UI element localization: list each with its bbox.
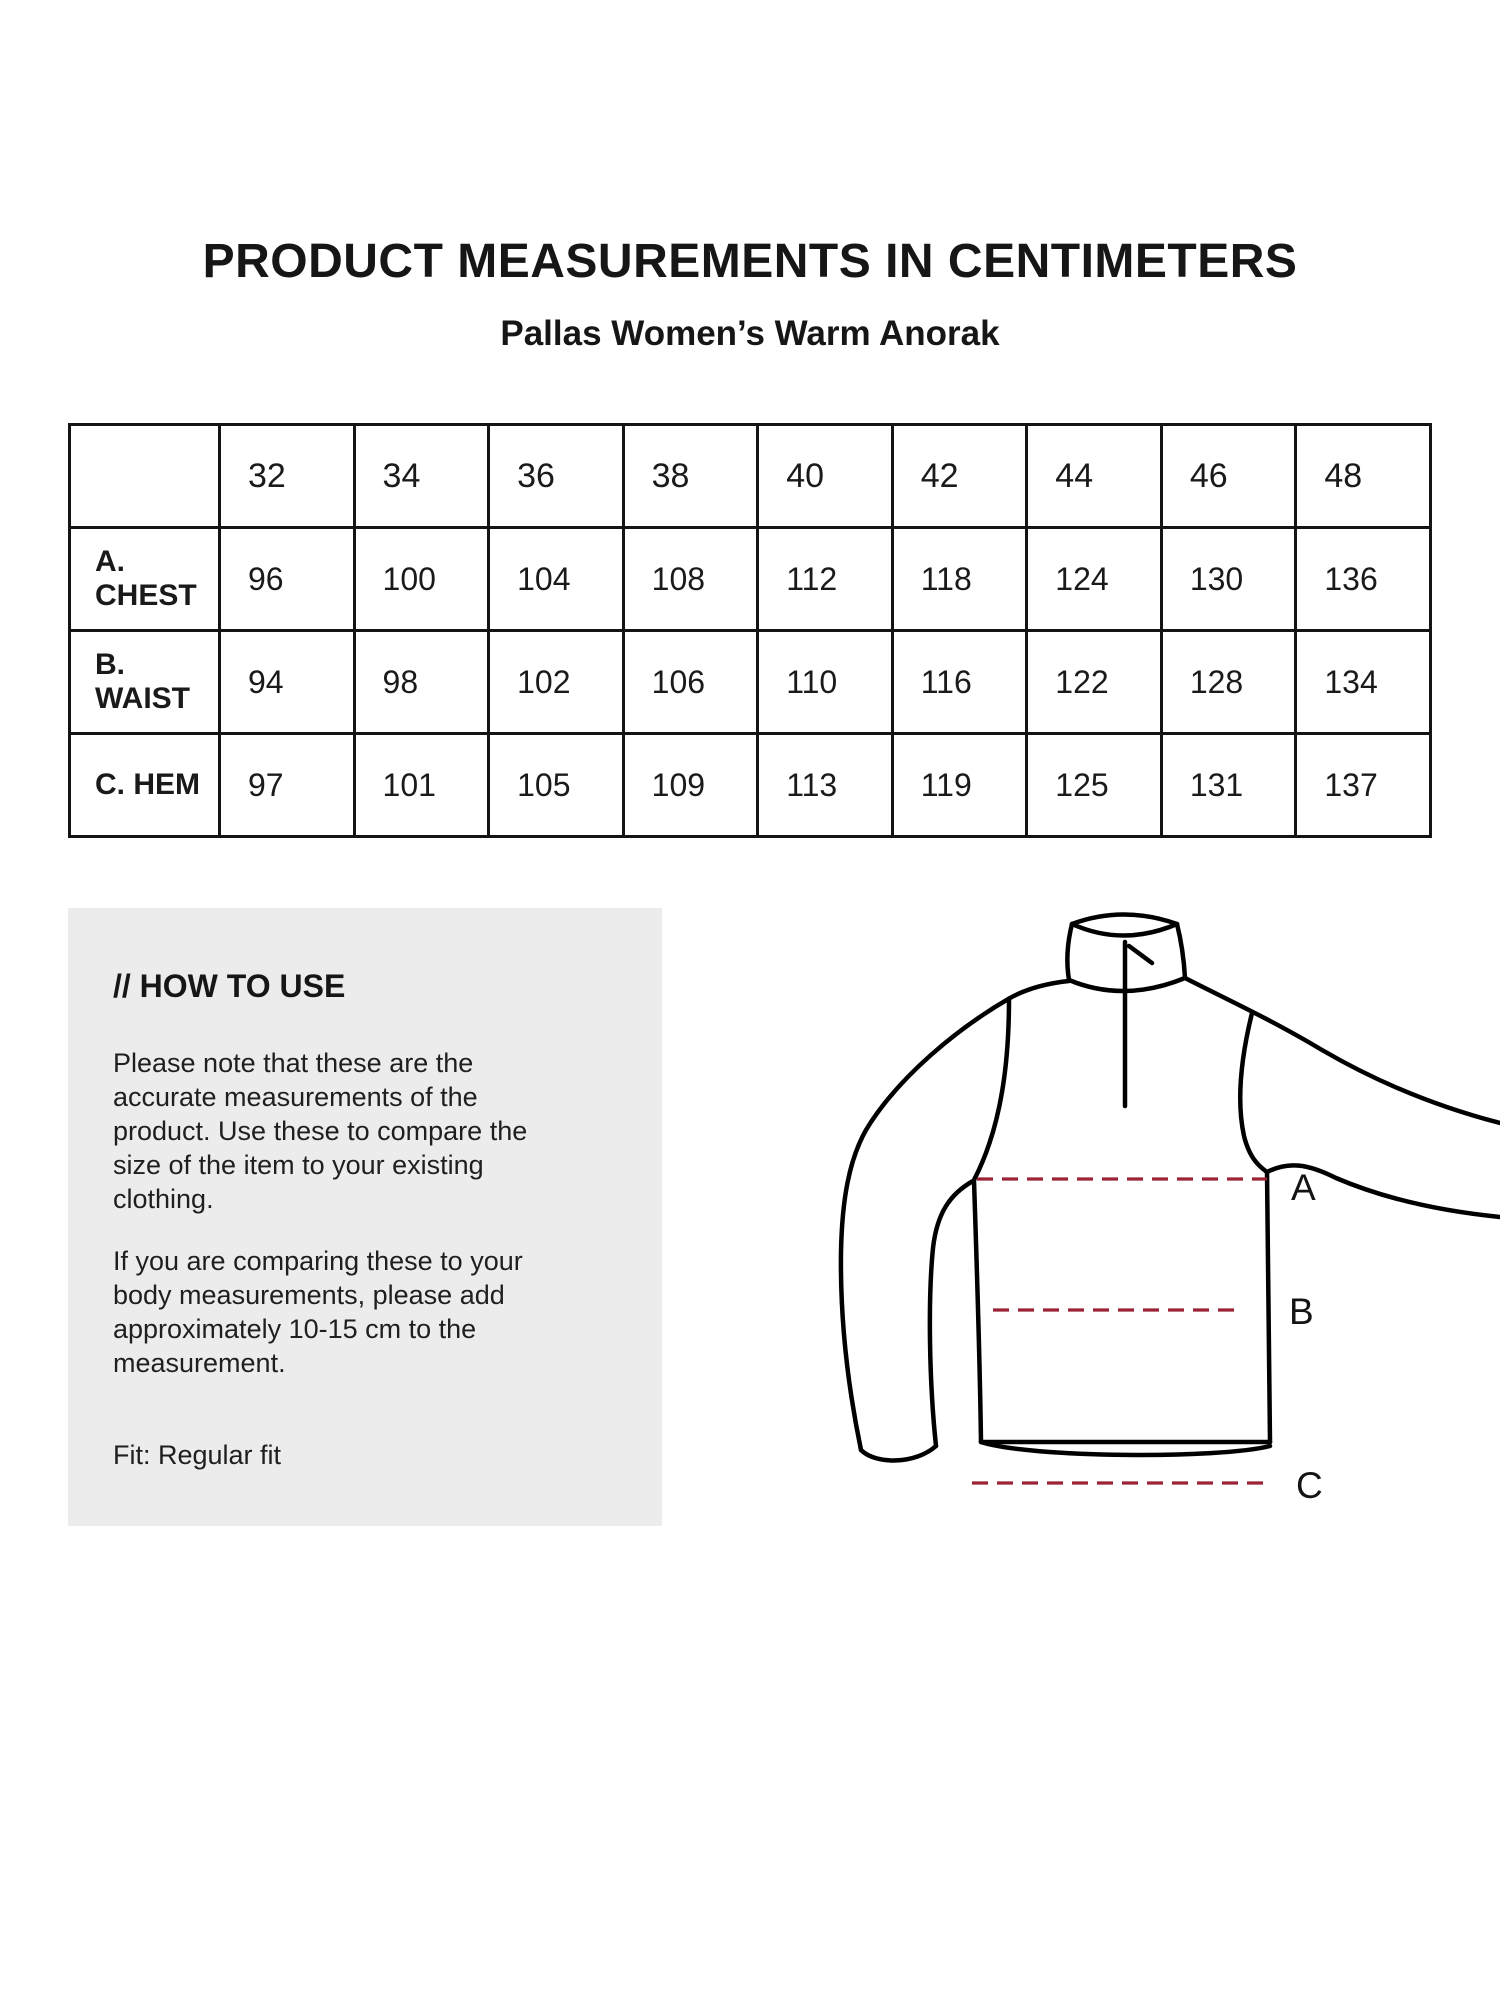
measurement-cell: 108 xyxy=(623,528,758,631)
diagram-label-a: A xyxy=(1291,1167,1316,1208)
left-armhole-seam xyxy=(974,999,1009,1180)
diagram-label-b: B xyxy=(1289,1291,1314,1332)
page-title: PRODUCT MEASUREMENTS IN CENTIMETERS xyxy=(202,235,1298,288)
left-sleeve-inner xyxy=(930,1181,973,1446)
measurement-cell: 104 xyxy=(489,528,624,631)
right-shoulder-sleeve-top xyxy=(1185,978,1500,1123)
collar-left-side xyxy=(1067,924,1072,980)
left-cuff xyxy=(861,1446,936,1460)
measurement-cell: 105 xyxy=(489,734,624,837)
measurement-cell: 113 xyxy=(758,734,893,837)
measurement-cell: 130 xyxy=(1161,528,1296,631)
measurement-cell: 96 xyxy=(220,528,355,631)
collar-back-rim xyxy=(1072,915,1177,925)
measurement-cell: 112 xyxy=(758,528,893,631)
measurement-labels xyxy=(1289,1167,1323,1506)
measurement-cell: 131 xyxy=(1161,734,1296,837)
measurement-cell: 110 xyxy=(758,631,893,734)
measurement-cell: 98 xyxy=(354,631,489,734)
collar-front-rim xyxy=(1072,924,1177,936)
text-line: If you are comparing these to your xyxy=(113,1246,523,1276)
text-line: body measurements, please add xyxy=(113,1280,505,1310)
how-to-use-heading: // HOW TO USE xyxy=(113,968,346,1004)
text-line: approximately 10-15 cm to the xyxy=(113,1314,477,1344)
measurement-cell: 94 xyxy=(220,631,355,734)
left-shoulder-sleeve-outer xyxy=(841,981,1069,1450)
text-line: size of the item to your existing xyxy=(113,1150,484,1180)
body-right-edge xyxy=(1267,1172,1270,1442)
measurement-cell: 101 xyxy=(354,734,489,837)
measurement-cell: 136 xyxy=(1296,528,1431,631)
size-header-cell: 36 xyxy=(489,425,624,528)
measurement-cell: 119 xyxy=(892,734,1027,837)
size-header-cell: 48 xyxy=(1296,425,1431,528)
measurement-cell: 102 xyxy=(489,631,624,734)
measurement-cell: 118 xyxy=(892,528,1027,631)
size-header-cell: 42 xyxy=(892,425,1027,528)
size-header-cell: 40 xyxy=(758,425,893,528)
fit-label: Fit: Regular fit xyxy=(113,1440,282,1470)
row-label-chest: A. CHEST xyxy=(70,528,220,631)
diagram-label-c: C xyxy=(1296,1465,1323,1506)
body-left-edge xyxy=(974,1181,981,1442)
text-line: accurate measurements of the xyxy=(113,1082,478,1112)
text-line: product. Use these to compare the xyxy=(113,1116,528,1146)
zipper-pull xyxy=(1129,946,1152,963)
size-header-cell: 38 xyxy=(623,425,758,528)
measurement-lines xyxy=(972,1179,1267,1483)
text-line: Please note that these are the xyxy=(113,1048,474,1078)
row-label-hem: C. HEM xyxy=(70,734,220,837)
product-name: Pallas Women’s Warm Anorak xyxy=(500,314,1000,353)
text-line: measurement. xyxy=(113,1348,286,1378)
size-header-cell: 34 xyxy=(354,425,489,528)
measurement-cell: 106 xyxy=(623,631,758,734)
measurement-cell: 124 xyxy=(1027,528,1162,631)
measurement-cell: 97 xyxy=(220,734,355,837)
measurement-cell: 122 xyxy=(1027,631,1162,734)
collar-right-side xyxy=(1177,924,1185,978)
measurement-cell: 125 xyxy=(1027,734,1162,837)
size-header-cell: 46 xyxy=(1161,425,1296,528)
measurement-cell: 128 xyxy=(1161,631,1296,734)
right-armhole-seam xyxy=(1240,1013,1267,1172)
row-label-waist: B. WAIST xyxy=(70,631,220,734)
measurement-cell: 116 xyxy=(892,631,1027,734)
measurement-cell: 134 xyxy=(1296,631,1431,734)
measurement-cell: 109 xyxy=(623,734,758,837)
measurement-cell: 137 xyxy=(1296,734,1431,837)
text-line: clothing. xyxy=(113,1184,214,1214)
size-header-cell: 44 xyxy=(1027,425,1162,528)
size-header-cell: 32 xyxy=(220,425,355,528)
anorak-outline xyxy=(841,915,1500,1461)
measurement-cell: 100 xyxy=(354,528,489,631)
